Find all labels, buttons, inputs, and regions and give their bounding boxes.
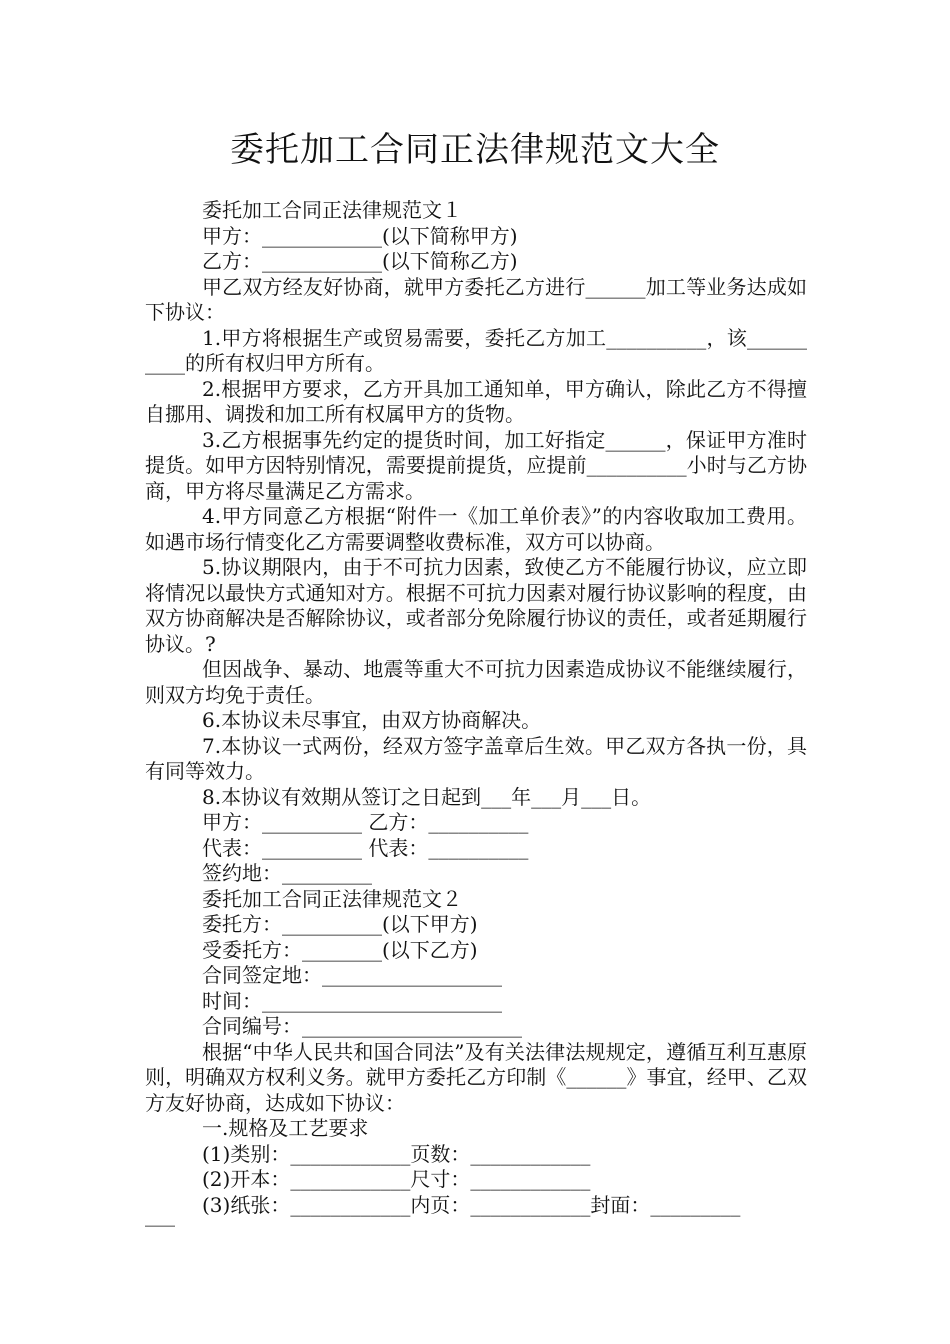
- paragraph: 代表：__________ 代表：__________: [202, 835, 529, 860]
- paragraph: 合同签定地：__________________: [202, 963, 502, 987]
- paragraph: 乙方：____________(以下简称乙方): [202, 249, 518, 273]
- paragraph: 4.甲方同意乙方根据“附件一《加工单价表》”的内容收取加工费用。如遇市场行情变化乙方需要调整收费标准，双方可以协商。: [145, 504, 807, 554]
- paragraph: 6.本协议未尽事宜，由双方协商解决。: [202, 708, 542, 732]
- paragraph: (2)开本：____________尺寸：____________: [202, 1167, 591, 1191]
- paragraph: 一.规格及工艺要求: [202, 1116, 369, 1140]
- document-title: 委托加工合同正法律规范文大全: [230, 130, 720, 170]
- paragraph: 甲方：____________(以下简称甲方): [202, 223, 518, 248]
- paragraph: 签约地：_________: [202, 861, 372, 885]
- document-body: [145, 198, 807, 1218]
- paragraph: 甲乙双方经友好协商，就甲方委托乙方进行______加工等业务达成如下协议：: [145, 274, 807, 324]
- paragraph: 8.本协议有效期从签订之日起到___年___月___日。: [202, 784, 652, 809]
- paragraph: (3)纸张：____________内页：____________封面：_________: [202, 1192, 741, 1217]
- paragraph: (1)类别：____________页数：____________: [202, 1141, 591, 1166]
- paragraph: 委托加工合同正法律规范文２: [202, 886, 462, 911]
- paragraph: 但因战争、暴动、地震等重大不可抗力因素造成协议不能继续履行，则双方均免于责任。: [145, 657, 807, 707]
- paragraph: 5.协议期限内，由于不可抗力因素，致使乙方不能履行协议，应立即将情况以最快方式通知对方。根据不可抗力因素对履行协议影响的程度，由双方协商解决是否解除协议，或者部分免除履行协议的责任，或者延期履行协议。?: [145, 555, 807, 656]
- paragraph: 2.根据甲方要求，乙方开具加工通知单，甲方确认，除此乙方不得擅自挪用、调拨和加工所有权属甲方的货物。: [145, 376, 807, 426]
- paragraph: 甲方：__________ 乙方：__________: [202, 810, 529, 834]
- paragraph: 7.本协议一式两份，经双方签字盖章后生效。甲乙双方各执一份，具有同等效力。: [145, 733, 807, 783]
- paragraph: 1.甲方将根据生产或贸易需要，委托乙方加工__________，该__________的所有权归甲方所有。: [145, 325, 807, 375]
- paragraph: 3.乙方根据事先约定的提货时间，加工好指定______，保证甲方准时提货。如甲方因特别情况，需要提前提货，应提前__________小时与乙方协商，甲方将尽量满足乙方需求。: [145, 427, 807, 503]
- paragraph: 时间：________________________: [202, 988, 502, 1013]
- paragraph: 根据“中华人民共和国合同法”及有关法律法规规定，遵循互利互惠原则，明确双方权利义务。就甲方委托乙方印制《______》事宜，经甲、乙双方友好协商，达成如下协议：: [145, 1039, 807, 1115]
- paragraph: 委托方：__________(以下甲方): [202, 912, 478, 936]
- paragraph: 受委托方：________(以下乙方): [202, 937, 478, 962]
- paragraph: 合同编号：______________________: [202, 1014, 522, 1038]
- paragraph: 委托加工合同正法律规范文１: [202, 198, 462, 222]
- paragraph-continuation: ___: [145, 1203, 175, 1227]
